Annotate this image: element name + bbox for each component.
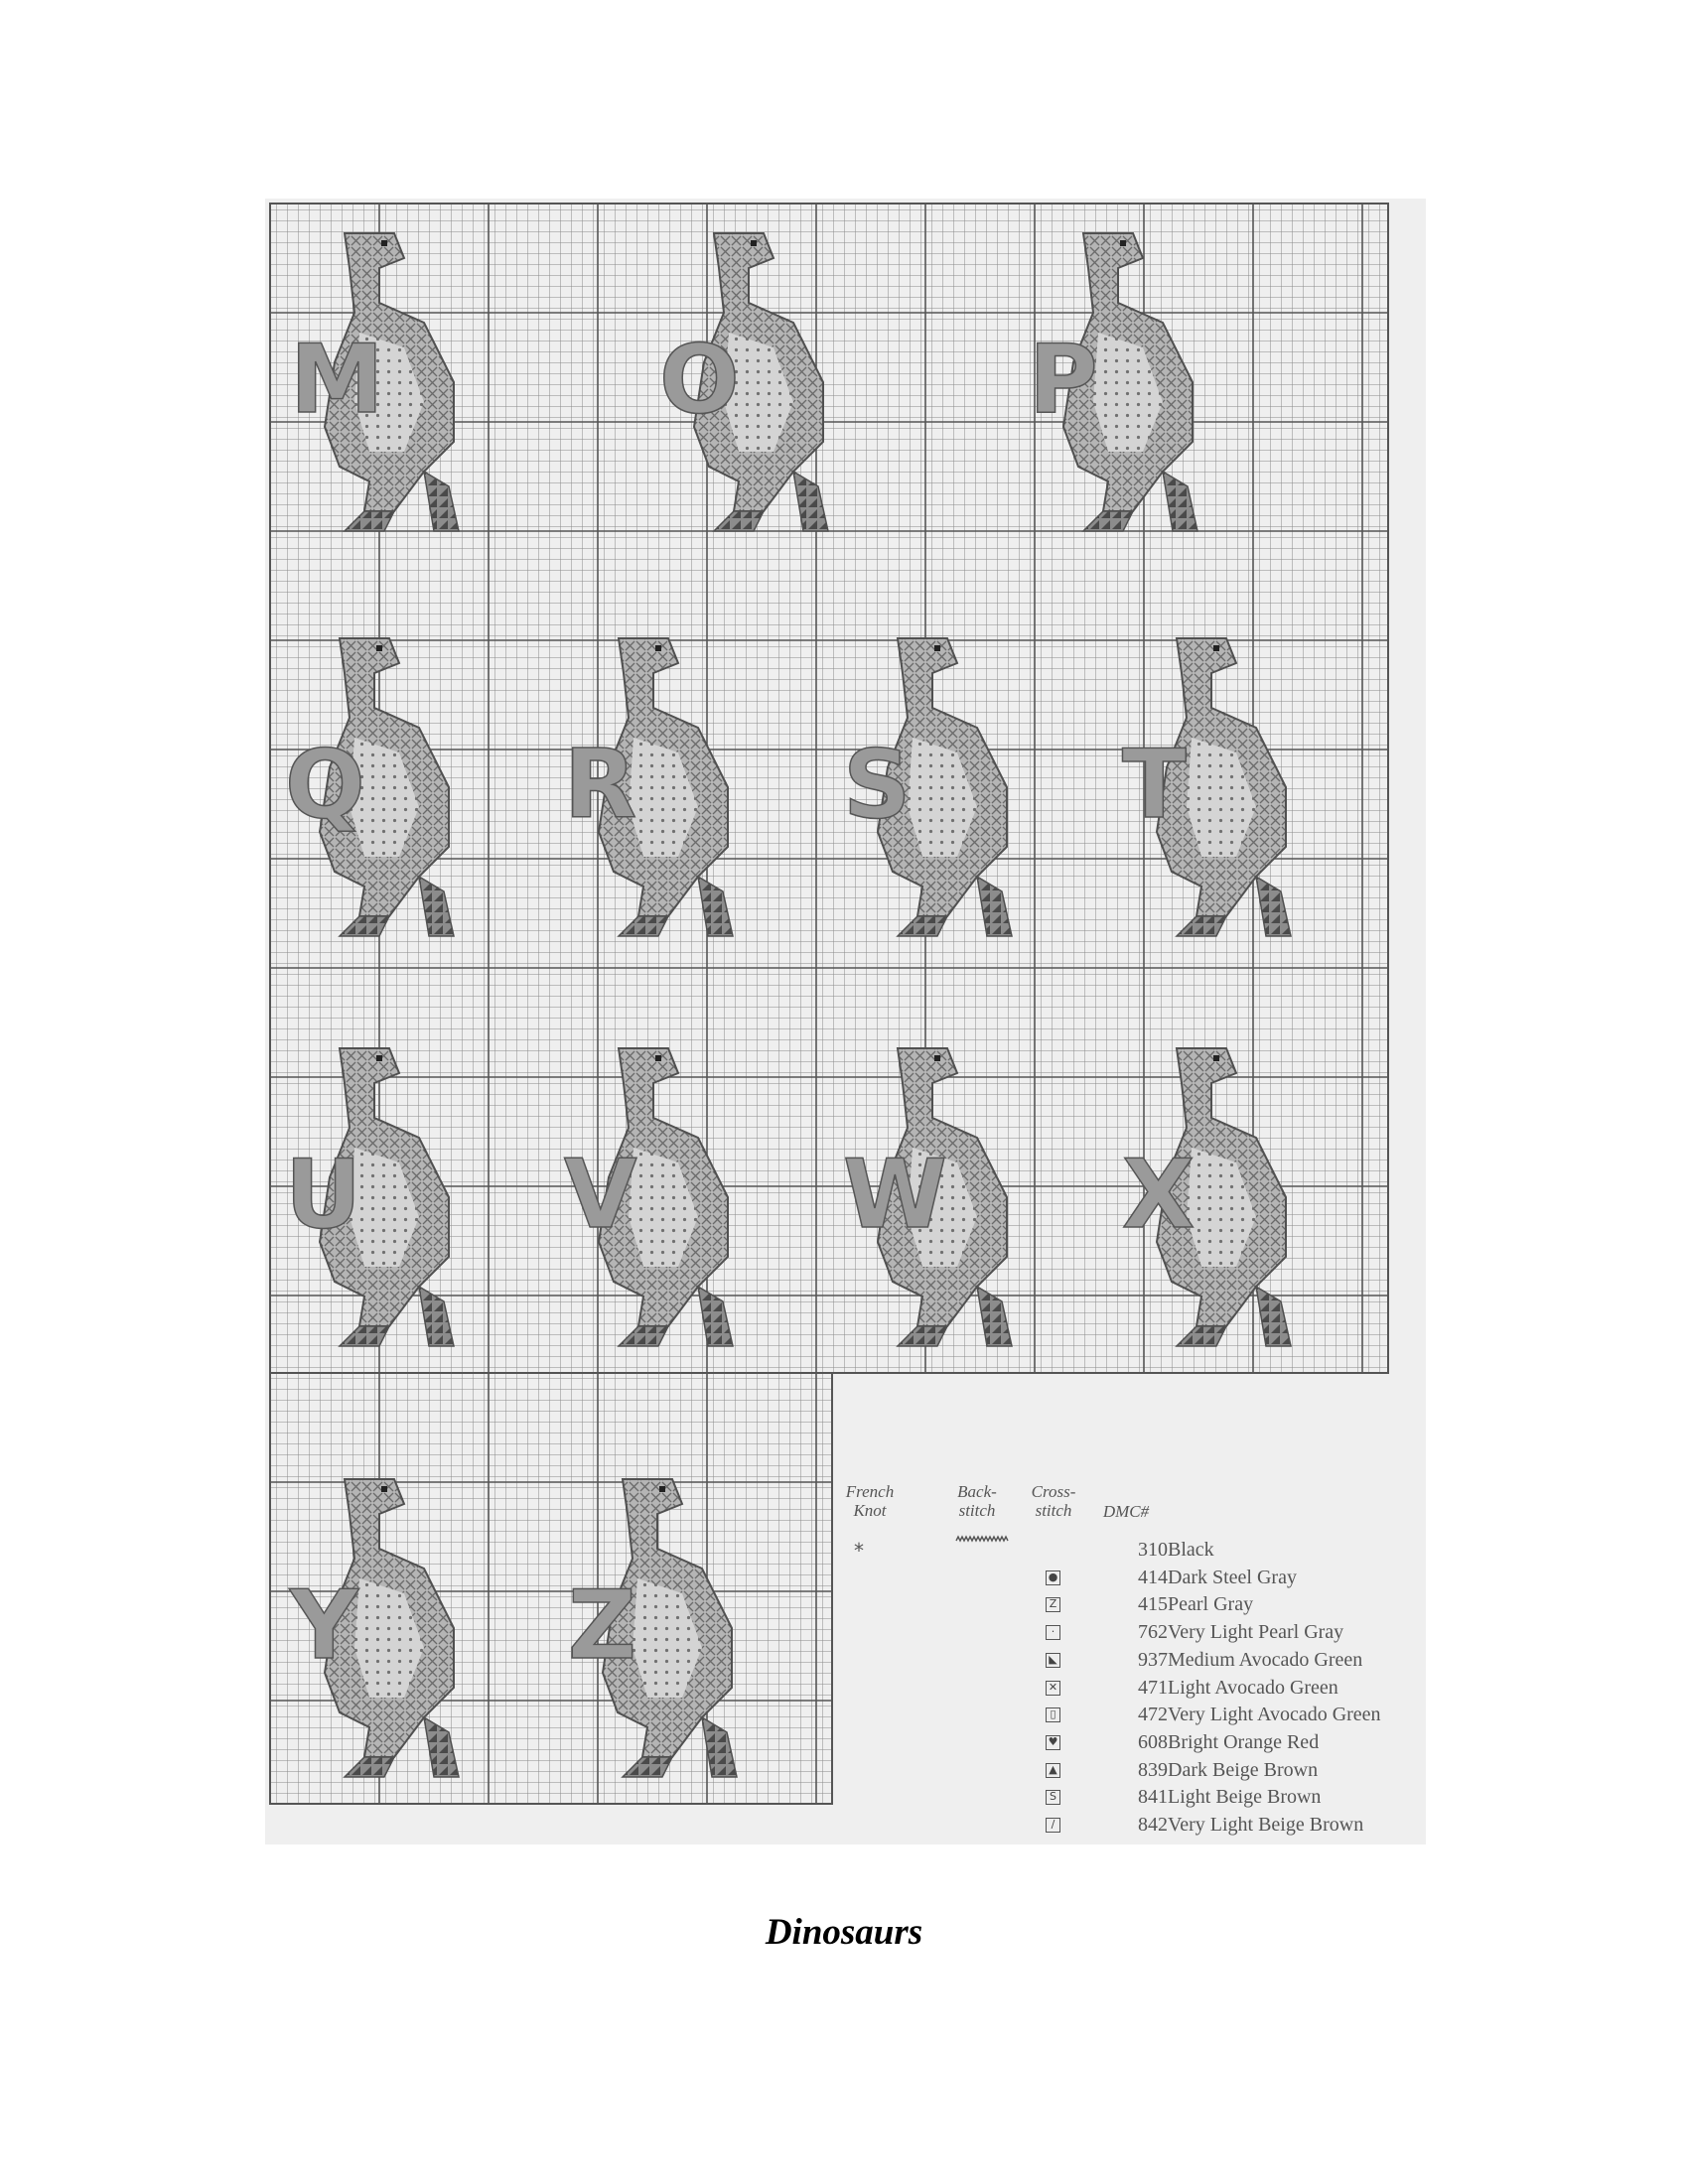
pattern-letter: T	[1122, 731, 1187, 840]
dot-symbol-icon: ·	[1046, 1625, 1060, 1640]
pattern-letter: P	[1029, 326, 1098, 435]
slash-symbol-icon: ∕	[1046, 1818, 1060, 1833]
dmc-number: 472	[1138, 1704, 1168, 1726]
dinosaur-eye	[376, 645, 382, 651]
thread-color-name: Light Beige Brown	[1168, 1786, 1322, 1809]
thread-legend	[840, 1469, 1416, 1846]
dinosaur-eye	[934, 1055, 940, 1061]
half-filled-symbol-icon: ◣	[1046, 1653, 1060, 1668]
legend-row	[840, 1593, 1416, 1621]
dmc-number: 937	[1138, 1648, 1168, 1671]
dmc-number: 841	[1138, 1786, 1168, 1809]
pattern-letter: Z	[568, 1571, 636, 1681]
pattern-letter: S	[843, 731, 912, 840]
dmc-number: 608	[1138, 1730, 1168, 1753]
backstitch-icon	[954, 1533, 1009, 1547]
dinosaur-eye	[655, 645, 661, 651]
french-knot-header: French Knot	[845, 1482, 895, 1520]
dmc-number: 415	[1138, 1593, 1168, 1616]
v-symbol-icon: ♥	[1046, 1735, 1060, 1750]
legend-row	[840, 1786, 1416, 1814]
dmc-number: 310	[1138, 1539, 1168, 1561]
legend-row	[840, 1677, 1416, 1705]
pattern-letter: V	[564, 1141, 637, 1250]
page-caption: Dinosaurs	[765, 1912, 923, 1953]
thread-color-name: Very Light Pearl Gray	[1168, 1621, 1344, 1644]
legend-row	[840, 1731, 1416, 1759]
pattern-letter: M	[290, 326, 384, 435]
thread-color-name: Very Light Beige Brown	[1168, 1814, 1364, 1836]
thread-color-name: Pearl Gray	[1168, 1593, 1254, 1616]
legend-row	[840, 1621, 1416, 1649]
dinosaur-eye	[381, 240, 387, 246]
dinosaur-eye	[1213, 1055, 1219, 1061]
dinosaur-eye	[655, 1055, 661, 1061]
french-knot-icon: *	[854, 1539, 864, 1563]
bar-symbol-icon: ▯	[1046, 1707, 1060, 1722]
legend-row	[840, 1759, 1416, 1787]
pattern-letter: R	[564, 731, 637, 840]
thread-color-name: Medium Avocado Green	[1168, 1648, 1363, 1671]
pattern-letter: Q	[285, 731, 365, 840]
z-symbol-icon: Z	[1046, 1597, 1060, 1612]
dmc-number: 839	[1138, 1758, 1168, 1781]
dmc-header: DMC#	[1102, 1502, 1150, 1521]
legend-row	[840, 1814, 1416, 1842]
dmc-number: 842	[1138, 1814, 1168, 1836]
pattern-letter: Y	[290, 1571, 358, 1681]
dinosaur-eye	[381, 1486, 387, 1492]
thread-color-name: Very Light Avocado Green	[1168, 1704, 1381, 1726]
s-symbol-icon: S	[1046, 1790, 1060, 1805]
legend-row	[840, 1704, 1416, 1731]
dinosaur-eye	[1120, 240, 1126, 246]
thread-color-name: Dark Steel Gray	[1168, 1566, 1297, 1588]
pattern-letter: U	[285, 1141, 362, 1250]
legend-row	[840, 1649, 1416, 1677]
x-symbol-icon: ✕	[1046, 1681, 1060, 1696]
thread-color-name: Black	[1168, 1539, 1214, 1561]
pattern-letter: O	[659, 326, 740, 435]
dmc-number: 762	[1138, 1621, 1168, 1644]
pattern-letter: X	[1122, 1141, 1196, 1250]
dmc-number: 414	[1138, 1566, 1168, 1588]
triangle-symbol-icon: ▲	[1046, 1763, 1060, 1778]
backstitch-header: Back- stitch	[957, 1482, 997, 1520]
dinosaur-eye	[659, 1486, 665, 1492]
pattern-letter: W	[843, 1141, 947, 1250]
dinosaur-eye	[751, 240, 757, 246]
dinosaur-eye	[934, 645, 940, 651]
filled-dot-symbol-icon: ●	[1046, 1570, 1060, 1585]
cross-stitch-header: Cross- stitch	[1031, 1482, 1076, 1520]
legend-row	[840, 1539, 1416, 1567]
legend-row	[840, 1567, 1416, 1594]
dinosaur-eye	[376, 1055, 382, 1061]
thread-color-name: Bright Orange Red	[1168, 1730, 1320, 1753]
dmc-number: 471	[1138, 1676, 1168, 1699]
dinosaur-eye	[1213, 645, 1219, 651]
thread-color-name: Dark Beige Brown	[1168, 1758, 1319, 1781]
thread-color-name: Light Avocado Green	[1168, 1676, 1338, 1699]
